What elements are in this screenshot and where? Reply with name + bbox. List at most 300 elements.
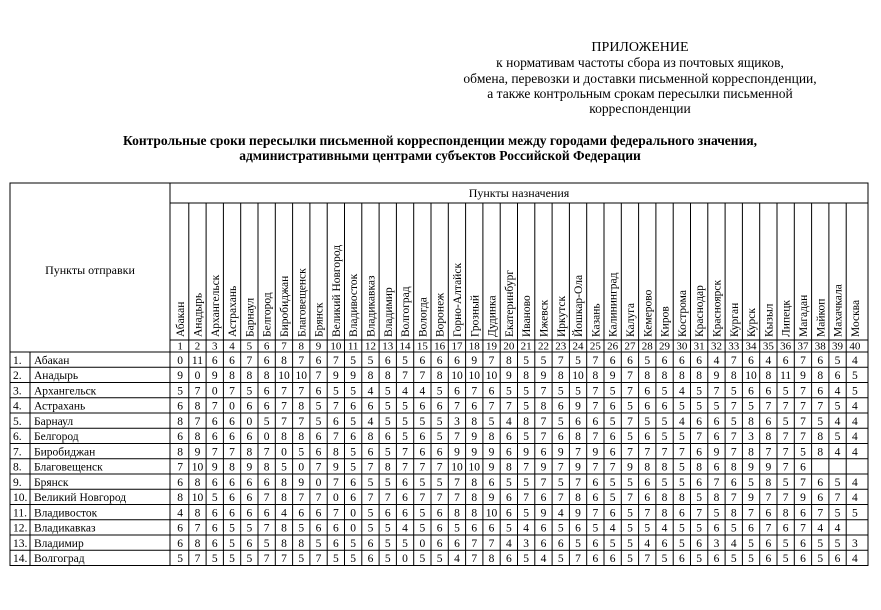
table-cell: 8	[505, 354, 512, 367]
table-cell: 6	[436, 537, 443, 550]
table-cell: 6	[817, 476, 824, 489]
destination-column-number: 13	[382, 340, 394, 353]
table-cell: 5	[350, 537, 357, 550]
table-cell: 8	[177, 492, 184, 504]
origin-row-number: 1.	[13, 354, 22, 367]
table-cell: 7	[540, 476, 547, 489]
table-cell: 6	[298, 507, 305, 520]
table-cell: 7	[540, 385, 547, 398]
table-cell: 8	[367, 370, 374, 382]
table-cell: 7	[454, 476, 460, 489]
table-cell: 6	[419, 446, 426, 459]
table-cell: 6	[263, 476, 270, 489]
table-cell: 8	[748, 446, 754, 459]
destination-column-number: 4	[229, 340, 235, 353]
table-cell: 10	[451, 370, 463, 382]
table-cell: 7	[194, 522, 201, 535]
table-cell: 7	[800, 354, 806, 367]
table-cell: 5	[229, 553, 235, 565]
table-cell: 6	[419, 400, 426, 413]
table-cell: 9	[350, 370, 357, 382]
appendix-title: ПРИЛОЖЕНИЕ	[591, 40, 689, 55]
table-cell: 5	[851, 370, 858, 382]
table-cell: 6	[384, 507, 391, 520]
table-cell: 7	[263, 492, 270, 504]
table-cell: 3	[713, 537, 720, 550]
table-cell: 8	[298, 537, 305, 550]
table-cell: 6	[350, 400, 357, 413]
destination-city-label: Курск	[746, 308, 759, 337]
table-cell: 8	[488, 431, 495, 443]
table-cell: 6	[592, 415, 599, 428]
table-cell: 10	[191, 461, 204, 474]
table-cell: 9	[194, 446, 201, 459]
table-cell: 7	[488, 400, 495, 413]
table-cell: 5	[782, 553, 789, 565]
table-cell: 6	[696, 354, 703, 367]
table-cell: 7	[436, 492, 443, 504]
table-cell: 7	[696, 507, 703, 520]
table-cell: 8	[229, 461, 235, 474]
table-cell: 7	[644, 507, 651, 520]
table-cell: 6	[834, 553, 841, 565]
table-cell: 6	[419, 431, 426, 443]
table-cell: 9	[471, 446, 478, 459]
table-cell: 8	[281, 431, 287, 443]
table-cell: 7	[713, 476, 720, 489]
table-cell: 5	[696, 492, 703, 504]
table-cell: 6	[713, 415, 720, 428]
table-cell: 6	[402, 507, 408, 520]
table-cell: 7	[730, 492, 737, 504]
table-cell: 6	[505, 553, 512, 565]
table-cell: 6	[713, 431, 720, 443]
table-cell: 5	[817, 553, 824, 565]
table-cell: 7	[263, 446, 270, 459]
table-cell: 9	[713, 370, 720, 382]
table-cell: 7	[678, 446, 685, 459]
origin-row-number: 13.	[13, 537, 28, 550]
table-cell: 6	[350, 476, 357, 489]
table-cell: 5	[384, 415, 391, 428]
table-cell: 6	[609, 507, 616, 520]
table-cell: 8	[696, 461, 703, 474]
table-cell: 9	[488, 492, 495, 504]
table-cell: 7	[557, 492, 564, 504]
table-cell: 5	[298, 553, 305, 565]
destination-column-number: 31	[693, 340, 705, 353]
table-cell: 6	[402, 492, 408, 504]
table-cell: 6	[211, 354, 218, 367]
table-cell: 7	[281, 415, 287, 428]
origin-row-number: 5.	[13, 415, 22, 428]
table-cell: 5	[436, 431, 443, 443]
table-cell: 5	[817, 415, 824, 428]
table-cell: 7	[315, 492, 322, 504]
table-cell: 7	[298, 354, 305, 367]
table-cell: 5	[644, 354, 651, 367]
table-cell: 7	[782, 492, 789, 504]
document-title-line: Контрольные сроки пересылки письменной корреспонденции между городами федерального значения,	[122, 133, 758, 148]
table-cell: 8	[730, 507, 737, 520]
table-cell: 5	[609, 476, 616, 489]
destination-city-label: Ижевск	[538, 299, 551, 337]
table-cell: 5	[523, 385, 530, 398]
table-cell: 7	[592, 431, 599, 443]
table-cell: 6	[332, 537, 339, 550]
table-cell: 7	[194, 553, 201, 565]
destination-city-label: Владивосток	[348, 273, 361, 337]
table-cell: 6	[315, 431, 322, 443]
table-cell: 5	[402, 431, 408, 443]
origin-city-label: Благовещенск	[34, 461, 103, 474]
destination-city-label: Майкоп	[815, 298, 828, 337]
table-cell: 7	[817, 507, 824, 520]
table-cell: 8	[246, 446, 253, 459]
destination-city-label: Брянск	[313, 302, 326, 337]
table-cell: 7	[765, 522, 772, 535]
destination-city-label: Махачкала	[832, 284, 845, 337]
table-cell: 7	[471, 537, 478, 550]
table-cell: 7	[627, 385, 633, 398]
table-cell: 6	[211, 522, 218, 535]
table-cell: 10	[451, 461, 463, 474]
table-cell: 6	[765, 385, 772, 398]
table-cell: 5	[177, 553, 184, 565]
table-cell: 6	[384, 431, 391, 443]
table-cell: 7	[402, 461, 408, 474]
table-cell: 4	[557, 507, 564, 520]
table-cell: 7	[557, 461, 564, 474]
destination-column-number: 35	[762, 340, 774, 353]
table-cell: 6	[730, 476, 737, 489]
appendix-line: к нормативам частоты сбора из почтовых ящиков,	[496, 55, 784, 71]
table-cell: 7	[644, 553, 651, 565]
table-cell: 5	[211, 492, 218, 504]
origin-row-number: 7.	[13, 446, 22, 459]
table-cell: 5	[851, 385, 858, 398]
table-cell: 6	[678, 507, 685, 520]
table-cell: 7	[540, 431, 547, 443]
destination-city-label: Барнаул	[244, 297, 257, 337]
table-cell: 6	[332, 522, 339, 535]
origin-city-label: Барнаул	[34, 415, 74, 428]
destination-city-label: Абакан	[175, 301, 188, 337]
table-cell: 7	[730, 431, 737, 443]
table-cell: 9	[748, 461, 754, 474]
table-cell: 7	[488, 537, 495, 550]
table-cell: 0	[350, 507, 357, 520]
table-cell: 9	[765, 461, 772, 474]
table-cell: 6	[696, 446, 703, 459]
table-cell: 5	[350, 385, 357, 398]
table-cell: 5	[557, 522, 564, 535]
table-cell: 5	[367, 507, 374, 520]
table-cell: 8	[575, 431, 581, 443]
table-cell: 9	[540, 461, 547, 474]
table-cell: 6	[834, 370, 841, 382]
table-cell: 9	[211, 370, 218, 382]
table-cell: 6	[644, 431, 651, 443]
table-cell: 5	[644, 522, 651, 535]
table-cell: 5	[678, 431, 685, 443]
table-cell: 6	[661, 354, 668, 367]
table-cell: 7	[229, 385, 235, 398]
table-cell: 4	[834, 446, 841, 459]
destination-column-number: 19	[486, 340, 498, 353]
table-cell: 6	[713, 553, 720, 565]
table-cell: 6	[661, 537, 668, 550]
table-cell: 6	[557, 537, 564, 550]
table-cell: 7	[229, 446, 235, 459]
table-cell: 6	[713, 461, 720, 474]
destination-column-number: 30	[676, 340, 688, 353]
table-cell: 8	[557, 370, 564, 382]
table-cell: 4	[713, 354, 720, 367]
table-cell: 7	[627, 446, 633, 459]
table-cell: 7	[730, 446, 737, 459]
table-cell: 5	[315, 537, 322, 550]
table-cell: 5	[627, 431, 633, 443]
table-cell: 5	[350, 553, 357, 565]
destination-column-number: 36	[780, 340, 792, 353]
destination-column-number: 20	[503, 340, 515, 353]
table-cell: 7	[332, 476, 339, 489]
appendix-line: корреспонденции	[589, 101, 691, 117]
destination-city-label: Горно-Алтайск	[451, 262, 464, 337]
table-cell: 6	[177, 431, 184, 443]
destination-column-number: 10	[330, 340, 342, 353]
table-cell: 5	[678, 537, 685, 550]
table-cell: 0	[350, 522, 357, 535]
table-cell: 5	[350, 415, 357, 428]
table-cell: 6	[696, 415, 703, 428]
table-cell: 8	[730, 461, 737, 474]
table-cell: 8	[644, 461, 651, 474]
table-cell: 7	[800, 431, 806, 443]
table-cell: 5	[678, 476, 685, 489]
table-cell: 8	[384, 461, 391, 474]
table-cell: 7	[575, 446, 581, 459]
table-cell: 5	[367, 522, 374, 535]
table-cell: 5	[609, 385, 616, 398]
table-cell: 6	[557, 400, 564, 413]
table-cell: 6	[540, 492, 547, 504]
table-cell: 6	[229, 415, 235, 428]
table-cell: 10	[468, 461, 480, 474]
table-cell: 10	[745, 370, 757, 382]
destination-column-number: 11	[347, 340, 359, 353]
table-cell: 8	[523, 415, 530, 428]
table-cell: 5	[661, 431, 668, 443]
table-cell: 5	[402, 415, 408, 428]
table-cell: 8	[471, 507, 478, 520]
table-cell: 5	[730, 553, 737, 565]
table-cell: 5	[384, 385, 391, 398]
destination-column-number: 33	[728, 340, 740, 353]
table-cell: 6	[263, 507, 270, 520]
table-cell: 5	[557, 385, 564, 398]
table-cell: 0	[281, 446, 287, 459]
table-cell: 6	[471, 522, 478, 535]
table-cell: 5	[281, 461, 287, 474]
table-cell: 5	[229, 522, 235, 535]
table-cell: 6	[246, 400, 253, 413]
table-cell: 8	[263, 370, 270, 382]
table-cell: 7	[298, 385, 305, 398]
table-cell: 6	[350, 431, 357, 443]
table-cell: 8	[281, 492, 287, 504]
table-cell: 6	[211, 507, 218, 520]
table-cell: 6	[488, 476, 495, 489]
destination-column-number: 25	[589, 340, 601, 353]
table-cell: 7	[782, 446, 789, 459]
table-cell: 3	[523, 537, 530, 550]
table-cell: 7	[800, 415, 806, 428]
table-cell: 6	[246, 507, 253, 520]
table-cell: 6	[211, 476, 218, 489]
table-cell: 5	[436, 385, 443, 398]
table-cell: 7	[367, 492, 374, 504]
table-cell: 8	[661, 461, 668, 474]
table-cell: 4	[851, 553, 858, 565]
table-cell: 5	[800, 446, 806, 459]
table-cell: 7	[332, 400, 339, 413]
destination-city-label: Архангельск	[209, 274, 222, 337]
table-cell: 7	[332, 431, 339, 443]
destination-column-number: 21	[520, 340, 532, 353]
table-cell: 4	[505, 537, 512, 550]
table-cell: 7	[436, 461, 443, 474]
table-cell: 7	[644, 446, 651, 459]
table-cell: 4	[177, 507, 184, 520]
table-cell: 6	[540, 537, 547, 550]
table-cell: 6	[540, 446, 547, 459]
table-cell: 10	[572, 370, 584, 382]
table-cell: 8	[194, 507, 201, 520]
table-cell: 7	[454, 492, 460, 504]
table-cell: 7	[367, 461, 374, 474]
table-cell: 5	[315, 415, 322, 428]
table-cell: 10	[295, 370, 307, 382]
appendix-line: обмена, перевозки и доставки письменной корреспонденции,	[463, 70, 817, 86]
destination-column-number: 5	[246, 340, 253, 353]
table-cell: 6	[402, 476, 408, 489]
table-cell: 6	[678, 354, 685, 367]
table-cell: 3	[851, 537, 858, 550]
table-cell: 8	[678, 492, 685, 504]
table-cell: 5	[384, 553, 391, 565]
table-cell: 5	[402, 400, 408, 413]
table-cell: 7	[748, 507, 754, 520]
table-cell: 5	[332, 385, 339, 398]
table-cell: 7	[211, 400, 218, 413]
table-cell: 7	[765, 446, 772, 459]
table-cell: 8	[298, 431, 305, 443]
table-cell: 9	[800, 492, 806, 504]
table-cell: 9	[748, 492, 754, 504]
table-cell: 8	[281, 537, 287, 550]
table-cell: 5	[696, 385, 703, 398]
table-cell: 5	[488, 415, 495, 428]
table-cell: 7	[194, 385, 201, 398]
destination-city-label: Йошкар-Ола	[573, 274, 586, 337]
table-cell: 9	[627, 461, 633, 474]
table-cell: 6	[315, 522, 322, 535]
table-cell: 8	[817, 370, 824, 382]
destination-column-number: 39	[832, 340, 844, 353]
table-cell: 5	[523, 400, 530, 413]
table-cell: 6	[436, 354, 443, 367]
table-cell: 7	[627, 370, 633, 382]
table-cell: 4	[730, 537, 737, 550]
destination-city-label: Калуга	[624, 302, 637, 337]
table-cell: 4	[851, 476, 858, 489]
table-cell: 8	[765, 476, 772, 489]
table-cell: 6	[246, 537, 253, 550]
table-cell: 4	[678, 415, 685, 428]
table-cell: 5	[263, 415, 270, 428]
table-cell: 6	[488, 385, 495, 398]
table-cell: 6	[782, 522, 789, 535]
table-cell: 6	[505, 431, 512, 443]
origin-city-label: Белгород	[34, 431, 79, 443]
destination-column-number: 9	[315, 340, 322, 353]
table-cell: 7	[575, 476, 581, 489]
table-cell: 4	[851, 431, 858, 443]
table-cell: 5	[298, 522, 305, 535]
origin-row-number: 6.	[13, 431, 22, 443]
destination-city-label: Грозный	[469, 294, 482, 337]
table-cell: 10	[278, 370, 290, 382]
table-cell: 7	[263, 522, 270, 535]
table-cell: 5	[246, 522, 253, 535]
table-cell: 5	[419, 476, 426, 489]
table-cell: 5	[817, 537, 824, 550]
table-cell: 4	[834, 415, 841, 428]
table-cell: 7	[402, 370, 408, 382]
table-cell: 5	[627, 507, 633, 520]
destination-city-label: Иваново	[521, 295, 534, 337]
destination-city-label: Иркутск	[555, 295, 568, 337]
origin-city-label: Великий Новгород	[34, 492, 127, 504]
table-cell: 7	[592, 385, 599, 398]
table-cell: 6	[505, 446, 512, 459]
table-cell: 5	[661, 553, 668, 565]
table-cell: 5	[748, 553, 754, 565]
table-cell: 0	[402, 553, 408, 565]
table-cell: 8	[817, 446, 824, 459]
table-cell: 5	[350, 461, 357, 474]
table-cell: 10	[485, 370, 498, 382]
table-cell: 5	[419, 415, 426, 428]
destination-city-label: Анадырь	[192, 292, 205, 337]
table-cell: 7	[523, 492, 530, 504]
destination-column-number: 27	[624, 340, 636, 353]
destination-column-number: 24	[572, 340, 584, 353]
table-cell: 5	[678, 522, 685, 535]
table-cell: 8	[592, 370, 599, 382]
destination-city-label: Биробиджан	[278, 275, 291, 337]
table-cell: 8	[644, 370, 651, 382]
destination-column-number: 37	[797, 340, 809, 353]
table-cell: 6	[817, 385, 824, 398]
table-cell: 8	[713, 492, 720, 504]
table-cell: 8	[281, 354, 287, 367]
table-cell: 5	[384, 446, 391, 459]
table-cell: 5	[177, 385, 184, 398]
table-cell: 6	[315, 354, 322, 367]
